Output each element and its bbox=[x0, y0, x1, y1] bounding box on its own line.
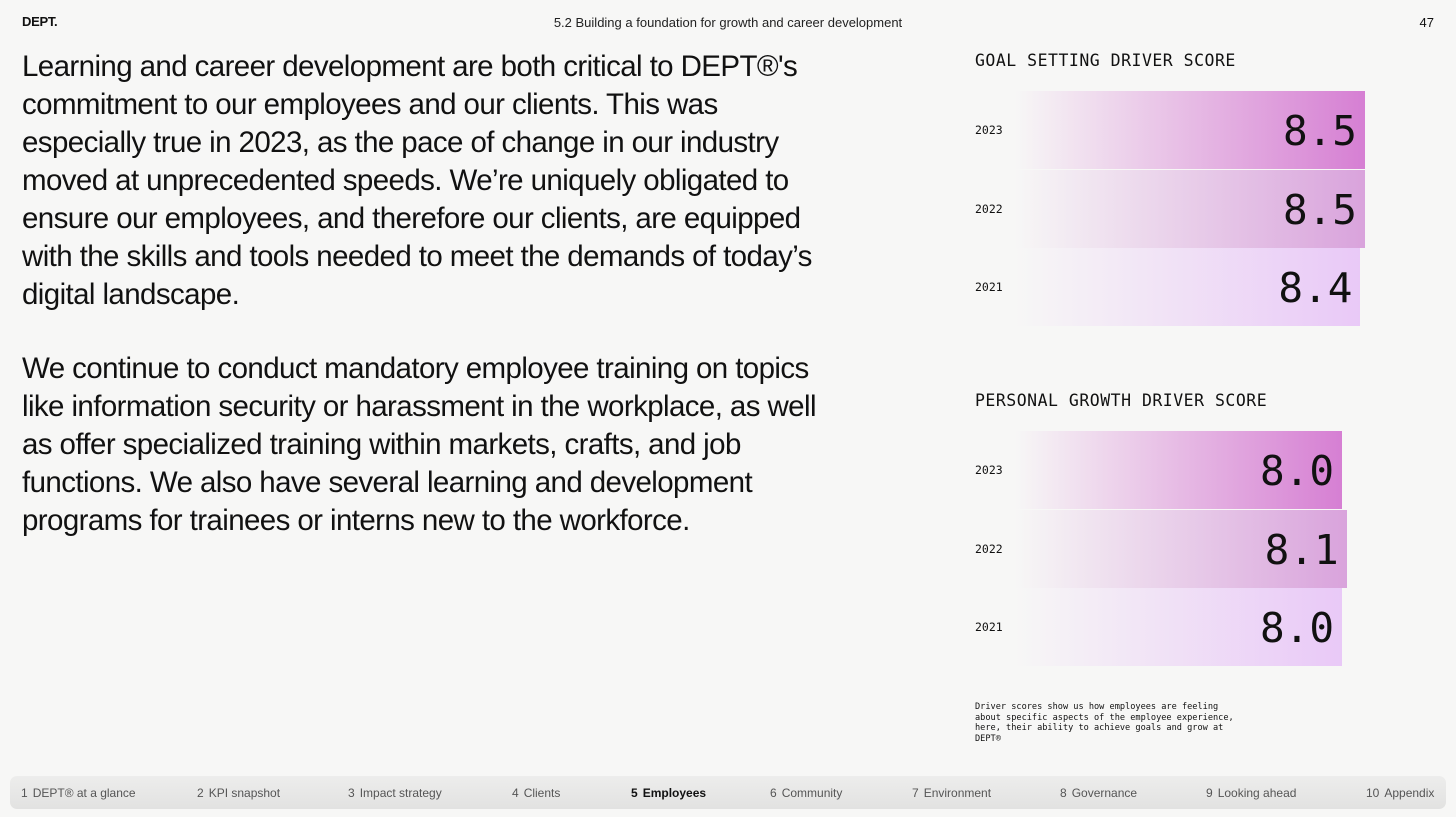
bar-row-2021 bbox=[975, 588, 1342, 666]
bar-value-label: 8.0 bbox=[1259, 447, 1335, 495]
nav-item-label: DEPT® at a glance bbox=[32, 786, 136, 800]
nav-item-number: 9 bbox=[1206, 786, 1213, 800]
bar-year-label: 2023 bbox=[975, 123, 1003, 137]
bar-value-label: 8.0 bbox=[1259, 604, 1335, 652]
nav-item-label: Looking ahead bbox=[1217, 786, 1297, 800]
dept-logo[interactable]: DEPT. bbox=[22, 14, 58, 29]
nav-item-label: KPI snapshot bbox=[208, 786, 281, 800]
bar-row-2022 bbox=[975, 510, 1347, 588]
bar-2021 bbox=[1015, 588, 1342, 666]
bar-year-label: 2023 bbox=[975, 463, 1003, 477]
nav-item-label: Community bbox=[781, 786, 843, 800]
bottom-navigation bbox=[10, 776, 1446, 809]
nav-item-number: 7 bbox=[912, 786, 919, 800]
nav-item-label: Employees bbox=[642, 786, 707, 800]
bar-group bbox=[975, 431, 1405, 667]
bar-year-label: 2021 bbox=[975, 620, 1003, 634]
bar-year-label: 2022 bbox=[975, 202, 1003, 216]
bar-row-2023 bbox=[975, 431, 1342, 509]
paragraph-training: We continue to conduct mandatory employee training on topics like information security or harassment in the workplace, as well as offer specialized training within markets, crafts, and job functions. We also have several learning and development programs for trainees or interns new to the workforce. bbox=[22, 352, 816, 537]
bar-value-label: 8.4 bbox=[1278, 264, 1353, 312]
bar-value-label: 8.5 bbox=[1282, 186, 1357, 234]
goal-setting-chart bbox=[975, 51, 1405, 331]
nav-item-number: 5 bbox=[631, 786, 638, 800]
nav-item-looking-ahead[interactable] bbox=[1206, 776, 1296, 809]
chart-title: GOAL SETTING DRIVER SCORE bbox=[975, 51, 1236, 70]
nav-item-number: 6 bbox=[770, 786, 777, 800]
nav-item-number: 1 bbox=[21, 786, 28, 800]
bar-value-label: 8.1 bbox=[1264, 526, 1339, 574]
nav-item-number: 4 bbox=[512, 786, 519, 800]
bar-row-2022 bbox=[975, 170, 1365, 248]
bar-year-label: 2022 bbox=[975, 542, 1003, 556]
section-title: 5.2 Building a foundation for growth and career development bbox=[553, 15, 903, 30]
nav-item-employees[interactable] bbox=[631, 776, 706, 809]
bar-group bbox=[975, 91, 1405, 327]
bar-2023 bbox=[1015, 91, 1365, 169]
footnote: Driver scores show us how employees are feeling about specific aspects of the employee experience, here, their ability to achieve goals and grow at DEPT® bbox=[975, 702, 1234, 744]
page-number: 47 bbox=[1419, 15, 1434, 30]
personal-growth-chart bbox=[975, 391, 1405, 671]
nav-item-clients[interactable] bbox=[512, 776, 560, 809]
page-header bbox=[0, 0, 1456, 44]
nav-item-number: 8 bbox=[1060, 786, 1067, 800]
chart-title: PERSONAL GROWTH DRIVER SCORE bbox=[975, 391, 1268, 410]
bar-value-label: 8.5 bbox=[1282, 107, 1357, 155]
nav-item-appendix[interactable] bbox=[1366, 776, 1434, 809]
nav-item-number: 2 bbox=[197, 786, 204, 800]
bar-row-2021 bbox=[975, 248, 1360, 326]
bar-2023 bbox=[1015, 431, 1342, 509]
nav-item-impact-strategy[interactable] bbox=[348, 776, 442, 809]
nav-item-label: Clients bbox=[523, 786, 561, 800]
paragraph-learning: Learning and career development are both critical to DEPT®'s commitment to our employees and our clients. This was especially true in 2023, as the pace of change in our industry moved at unprecedented speeds. We’re uniquely obligated to ensure our employees, and therefore our clients, are equipped with the skills and tools needed to meet the demands of today’s digital landscape. bbox=[22, 50, 812, 311]
nav-item-label: Appendix bbox=[1384, 786, 1435, 800]
nav-item-label: Environment bbox=[923, 786, 992, 800]
bar-year-label: 2021 bbox=[975, 280, 1003, 294]
bar-2022 bbox=[1015, 170, 1365, 248]
nav-item-community[interactable] bbox=[770, 776, 842, 809]
nav-item-dept-at-a-glance[interactable] bbox=[21, 776, 136, 809]
nav-item-number: 10 bbox=[1366, 786, 1380, 800]
nav-item-number: 3 bbox=[348, 786, 355, 800]
nav-item-label: Impact strategy bbox=[359, 786, 442, 800]
bar-2021 bbox=[1015, 248, 1360, 326]
bar-row-2023 bbox=[975, 91, 1365, 169]
body-text bbox=[22, 48, 822, 576]
nav-item-label: Governance bbox=[1071, 786, 1138, 800]
bar-2022 bbox=[1015, 510, 1347, 588]
nav-item-governance[interactable] bbox=[1060, 776, 1137, 809]
nav-item-environment[interactable] bbox=[912, 776, 991, 809]
nav-item-kpi-snapshot[interactable] bbox=[197, 776, 280, 809]
